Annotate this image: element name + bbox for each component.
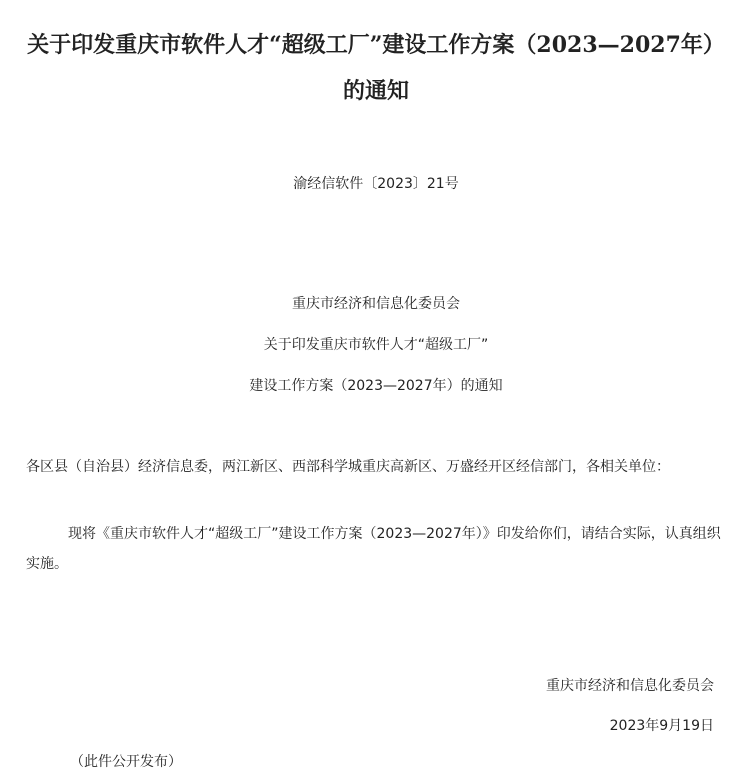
document-number: 渝经信软件〔2023〕21号 [293,176,459,192]
notice-heading-line-2: 建设工作方案（2023—2027年）的通知 [249,378,503,394]
publication-note: （此件公开发布） [70,754,182,770]
issue-date: 2023年9月19日 [609,718,714,734]
addressee-paragraph: 各区县（自治县）经济信息委，两江新区、西部科学城重庆高新区、万盛经开区经信部门，各相关单位： [26,459,670,475]
document-title: 关于印发重庆市软件人才“超级工厂”建设工作方案（2023—2027年）的通知 [27,32,725,104]
issuer-heading: 重庆市经济和信息化委员会 [292,296,460,312]
signature: 重庆市经济和信息化委员会 [546,678,714,694]
notice-heading-line-1: 关于印发重庆市软件人才“超级工厂” [263,337,489,353]
body-paragraph: 现将《重庆市软件人才“超级工厂”建设工作方案（2023—2027年）》印发给你们，请结合实际，认真组织实施。 [26,526,721,572]
